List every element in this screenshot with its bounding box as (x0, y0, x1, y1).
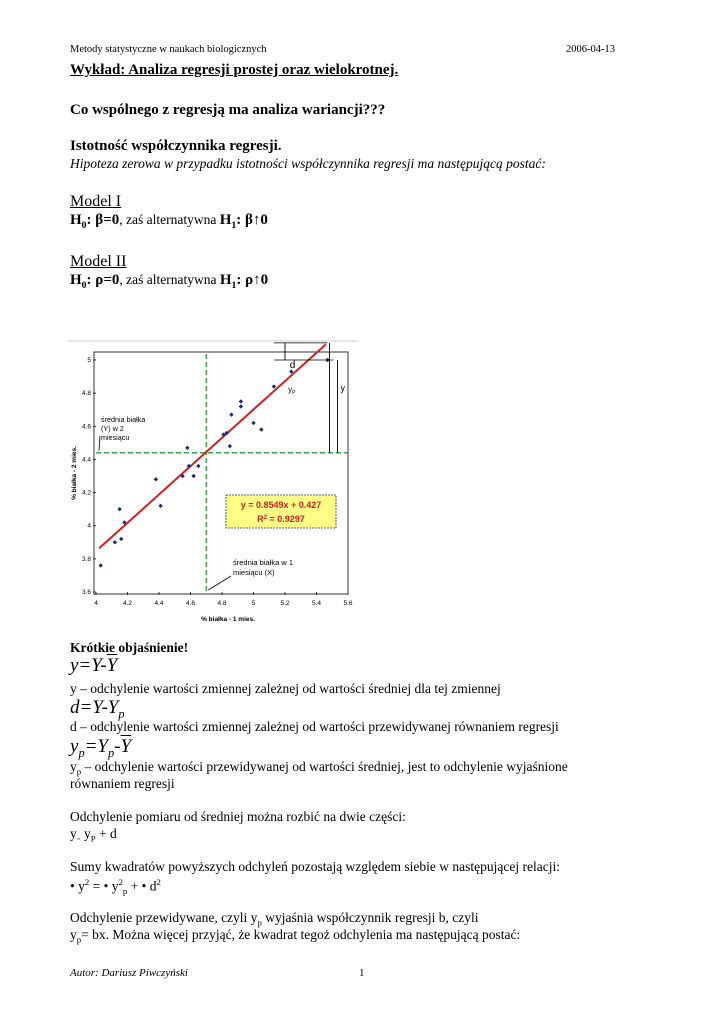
data-point (113, 540, 117, 544)
data-point (196, 464, 200, 468)
formula-yp-description: $y_p$ – odchylenie wartości przewidywanej od wartości średniej, jest to odchylenie wyjaśnione (70, 759, 568, 777)
y-label: y (340, 383, 346, 393)
x-tick-label: 4.6 (185, 600, 196, 607)
data-point (229, 412, 233, 416)
significance-heading: Istotność współczynnika regresji. (70, 138, 282, 154)
r-squared-label: $R^2 = 0.9297$ (257, 514, 305, 524)
formula-d-description: d – odchylenie wartości zmiennej zależnej od wartości przewidywanej równaniem regresji (70, 719, 559, 734)
paragraph-sum-squares: Sumy kwadratów powyższych odchyleń pozostają względem siebie w następującej relacji: (70, 859, 560, 874)
mean-x-annotation-line: miesiącu (X) (233, 568, 275, 577)
paragraph-predicted-cont: $y_p=$ bx. Można więcej przyjąć, że kwadrat tegoż odchylenia ma następującą postać: (70, 927, 521, 945)
regression-chart (68, 340, 360, 630)
x-tick-label: 4 (94, 600, 98, 607)
model2-hypothesis: $H_0$: ρ=0, zaś alternatywna $H_1$: ρ↑0 (70, 272, 269, 291)
data-point (191, 474, 195, 478)
x-tick-label: 5.6 (343, 600, 353, 607)
header-left: Metody statystyczne w naukach biologicznych (70, 44, 267, 55)
y-tick-label: 5 (87, 357, 91, 364)
mean-y-annotation-line: średnia białka (101, 415, 146, 424)
data-point (119, 537, 123, 541)
y-tick-label: 4.2 (81, 489, 91, 497)
x-tick-label: 4.2 (122, 600, 133, 607)
model1-hypothesis: $H_0$: β=0, zaś alternatywna $H_1$: β↑0 (70, 212, 268, 231)
lecture-title: Wykład: Analiza regresji prostej oraz wielokrotnej. (70, 62, 399, 78)
formula-yp: $y_p=Y_p-\overline{Y}$ (70, 736, 132, 760)
data-point (158, 504, 162, 508)
mean-y-annotation-line: miesiącu (101, 433, 130, 442)
y-tick-label: 4.4 (81, 456, 91, 464)
data-point (117, 507, 121, 511)
model1-title: Model I (70, 193, 122, 210)
x-tick-label: 4.4 (154, 600, 164, 607)
data-point (239, 404, 243, 408)
formula-d: $d=Y-Y_p$ (70, 697, 125, 721)
data-point (99, 563, 103, 567)
y-tick-label: 4 (87, 522, 91, 530)
formula-yp-description-cont: równaniem regresji (70, 776, 175, 791)
data-point (154, 477, 158, 481)
explanation-title: Krótkie objaśnienie! (70, 640, 189, 655)
header-date: 2006-04-13 (566, 44, 615, 55)
y-tick-label: 3.8 (81, 555, 91, 563)
x-axis-label: % białka - 1 mies. (201, 616, 255, 623)
data-point (239, 399, 243, 403)
data-point (259, 427, 263, 431)
equation-decomposition: $y_=$ $y_P + d$ (70, 826, 117, 844)
mean-y-annotation-line: (Y) w 2 (101, 424, 124, 433)
x-tick-label: 5.2 (280, 600, 290, 607)
formula-y-description: y – odchylenie wartości zmiennej zależnej od wartości średniej dla tej zmiennej (70, 681, 501, 696)
x-tick-label: 5.4 (311, 600, 322, 607)
y-tick-label: 3.6 (81, 589, 91, 596)
y-axis-label: % białka - 2 mies. (71, 446, 78, 500)
d-label: d (289, 360, 296, 371)
significance-subtitle: Hipoteza zerowa w przypadku istotności współczynnika regresji ma następującą postać: (70, 156, 546, 171)
data-point (251, 421, 255, 425)
formula-y: $y=Y-\overline{Y}$ (70, 655, 118, 676)
x-tick-label: 4.8 (217, 600, 227, 607)
regression-equation: y = 0.8549x + 0.427 (240, 500, 322, 510)
mean-x-annotation-line: średnia białka w 1 (233, 558, 294, 567)
equation-sum-squares: • $y^2$ = • $y^2_p$ + • $d^2$ (70, 877, 161, 897)
mean-x-pointer (208, 576, 231, 590)
page-number: 1 (359, 967, 365, 979)
model2-title: Model II (70, 253, 127, 270)
mean-y-pointer (99, 436, 100, 451)
data-point (272, 384, 276, 388)
data-point (185, 446, 189, 450)
data-point (228, 444, 232, 448)
yp-label: $y_P$ (288, 385, 296, 396)
paragraph-decomposition: Odchylenie pomiaru od średniej można rozbić na dwie części: (70, 809, 406, 824)
y-tick-label: 4.8 (81, 390, 91, 398)
plot-frame (94, 352, 348, 594)
paragraph-predicted: Odchylenie przewidywane, czyli $y_p$ wyjaśnia współczynnik regresji b, czyli (70, 910, 479, 928)
x-tick-label: 5 (251, 600, 256, 607)
question-heading: Co wspólnego z regresją ma analiza wariancji??? (70, 102, 386, 118)
y-tick-label: 4.6 (81, 423, 91, 431)
footer-author: Autor: Dariusz Piwczyński (70, 967, 188, 979)
